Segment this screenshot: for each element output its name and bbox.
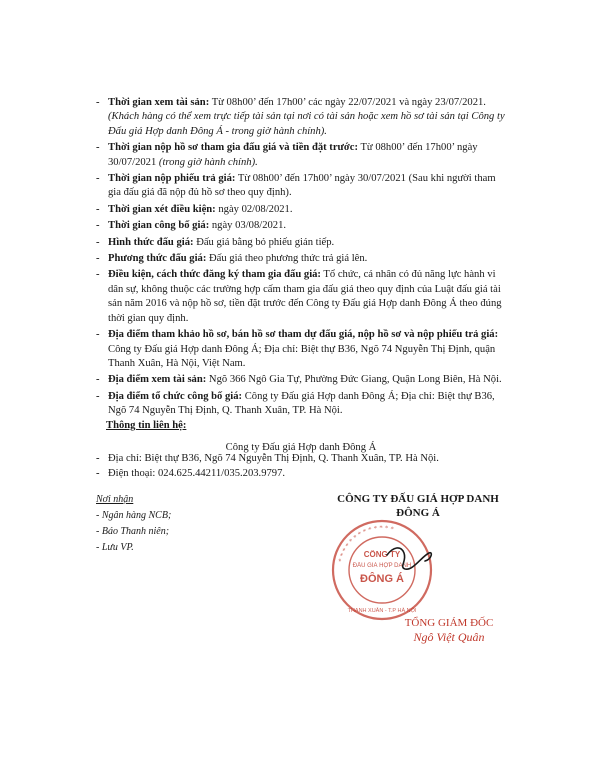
svg-text:* * * * * * * * * * * * *: * * * * * * * * * * * * * xyxy=(336,523,395,563)
list-item: - Thời gian xét điều kiện: ngày 02/08/2021. xyxy=(96,203,293,215)
svg-text:CÔNG TY: CÔNG TY xyxy=(363,550,401,559)
svg-text:ĐÔNG Á: ĐÔNG Á xyxy=(360,573,404,585)
director-name: Ngô Việt Quân xyxy=(413,630,485,644)
contact-list xyxy=(96,451,516,482)
auction-info-list xyxy=(96,96,506,419)
recipients-title: Nơi nhận xyxy=(96,494,134,505)
recipients-block xyxy=(96,492,296,556)
list-item: - Địa điểm tham khảo hồ sơ, bán hồ sơ tham dự đấu giá, nộp hồ sơ và nộp phiếu trả giá: Công ty Đấu giá Hợp danh Đông Á; Địa chỉ: Biệt thự B36, Ngõ 74 Nguyễn Thị Định, quận Thanh Xuân, Hà Nội, Việt Nam. xyxy=(96,329,499,369)
list-item: - Điều kiện, cách thức đăng ký tham gia đấu giá: Tổ chức, cá nhân có đủ năng lực hành vi dân sự, không thuộc các trường hợp cấm tham gia đấu giá theo quy định của Luật đấu giá tài sản năm 2016 và nộp hồ sơ, tiền đặt trước đến Công ty Đấu giá Hợp danh Đông Á theo đúng thời gian quy định. xyxy=(96,269,502,324)
list-item: - Thời gian công bố giá: ngày 03/08/2021. xyxy=(96,220,287,232)
company-seal-stamp xyxy=(329,517,435,623)
list-item: - Thời gian xem tài sản: Từ 08h00’ đến 17h00’ các ngày 22/07/2021 và ngày 23/07/2021. (Khách hàng có thể xem trực tiếp tài sản tại nơi có tài sản hoặc xem hồ sơ tài sản tại Công ty Đấu giá Hợp danh Đông Á - trong giờ hành chính). xyxy=(96,97,505,137)
recipient-item: - Lưu VP. xyxy=(96,542,134,553)
list-item: - Địa điểm xem tài sản: Ngõ 366 Ngô Gia Tự, Phường Đức Giang, Quận Long Biên, Hà Nội. xyxy=(96,374,502,386)
recipient-item: - Báo Thanh niên; xyxy=(96,526,170,537)
list-item: - Hình thức đấu giá: Đấu giá bằng bỏ phiếu gián tiếp. xyxy=(96,236,335,248)
seal-ring-text: THANH XUÂN - T.P HÀ NỘI xyxy=(347,608,417,614)
director-title: TỔNG GIÁM ĐỐC xyxy=(404,617,494,629)
list-item: - Địa điểm tổ chức công bố giá: Công ty Đấu giá Hợp danh Đông Á; Địa chỉ: Biệt thự B36, Ngõ 74 Nguyễn Thị Định, Q. Thanh Xuân, TP. Hà Nội. xyxy=(96,390,495,417)
recipient-item: - Ngân hàng NCB; xyxy=(96,510,172,521)
list-item: - Phương thức đấu giá: Đấu giá theo phương thức trả giá lên. xyxy=(96,253,368,265)
list-item: - Thời gian nộp phiếu trả giá: Từ 08h00’ đến 17h00’ ngày 30/07/2021 (Sau khi người tham gia đấu giá đã nộp đủ hồ sơ theo quy định). xyxy=(96,173,496,199)
contact-heading: Thông tin liên hệ: xyxy=(106,420,187,431)
contact-address: - Địa chỉ: Biệt thự B36, Ngõ 74 Nguyễn Thị Định, Q. Thanh Xuân, TP. Hà Nội. xyxy=(96,453,439,464)
signature-company: CÔNG TY ĐẤU GIÁ HỢP DANH ĐÔNG Á xyxy=(337,493,499,519)
contact-phone: - Điện thoại: 024.625.44211/035.203.9797. xyxy=(96,468,286,480)
list-item: - Thời gian nộp hồ sơ tham gia đấu giá và tiền đặt trước: Từ 08h00’ đến 17h00’ ngày 30/07/2021 (trong giờ hành chính). xyxy=(96,142,478,168)
contact-company: Công ty Đấu giá Hợp danh Đông Á xyxy=(225,442,377,453)
svg-text:ĐẤU GIÁ HỢP DANH: ĐẤU GIÁ HỢP DANH xyxy=(352,563,412,569)
